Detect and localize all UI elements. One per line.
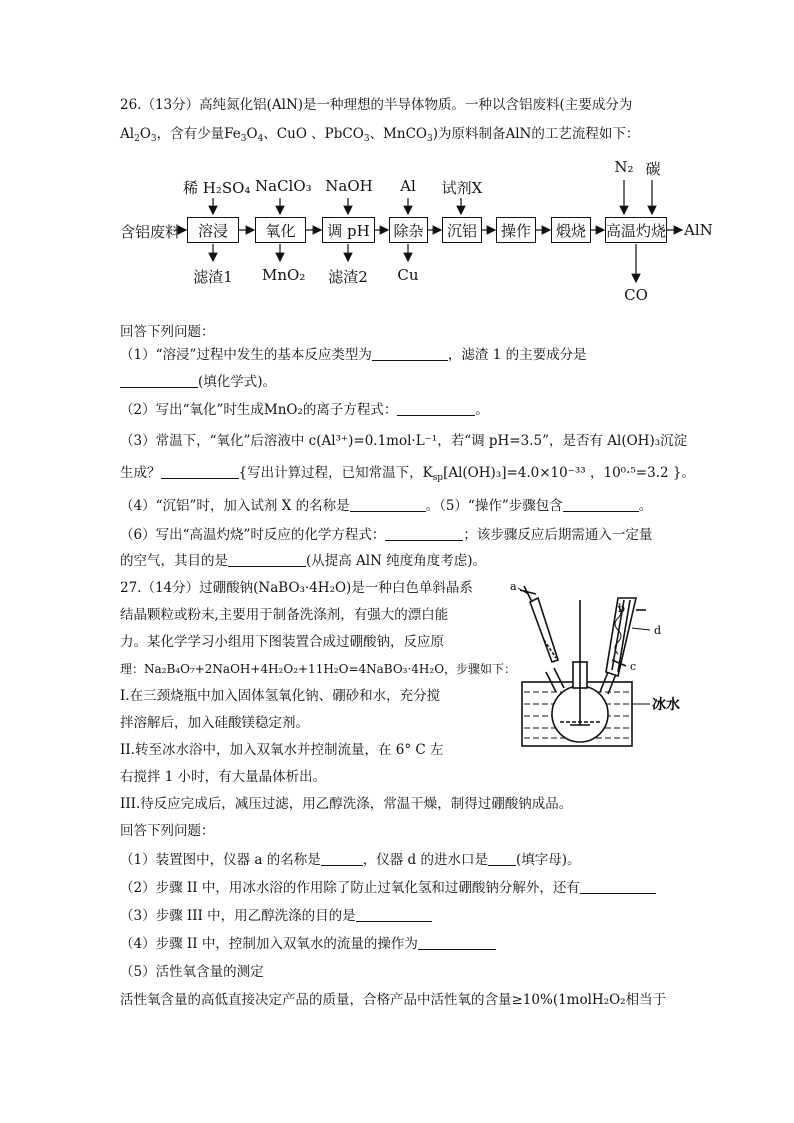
q27-intro-line1: 27.（14分）过硼酸钠(NaBO₃·4H₂O)是一种白色单斜晶系 — [120, 580, 473, 596]
q26-intro-line2: $Al_2O_3$，含有少量$Fe_3O_4$、CuO 、PbCO$_3$、MnCO$_3$)为原料制备AlN的工艺流程如下： — [120, 126, 640, 144]
q27-step1-cont: 拌溶解后，加入硅酸镁稳定剂。 — [120, 715, 309, 731]
answer-blank — [580, 879, 656, 894]
apparatus-label-a: a — [510, 580, 517, 593]
q27-sub4: （4）步骤 II 中，控制加入双氧水的流量的操作为 — [120, 935, 496, 953]
answer-blank — [563, 497, 639, 512]
q27-step1: I.在三颈烧瓶中加入固体氢氧化钠、硼砂和水，充分搅 — [120, 688, 441, 704]
answer-blank — [385, 526, 463, 541]
answer-blank — [397, 401, 475, 416]
q26-intro-line1: 26.（13分）高纯氮化铝(AlN)是一种理想的半导体物质。一种以含铝废料(主要成分为 — [120, 97, 633, 113]
q26-sub1-cont: (填化学式)。 — [120, 373, 276, 391]
residue-cu: Cu — [397, 266, 419, 284]
q26-sub6-cont: 的空气，其目的是 (从提高 AlN 纯度角度考虑)。 — [120, 553, 486, 569]
residue-mno2: MnO₂ — [262, 266, 306, 284]
apparatus-label-c: c — [630, 660, 637, 673]
reagent-naoh: NaOH — [325, 177, 373, 195]
q27-sub5-desc: 活性氧含量的高低直接决定产品的质量，合格产品中活性氧的含量≥10%(1molH₂O₂相当于 — [120, 992, 667, 1008]
answer-blank — [488, 851, 516, 866]
flow-step-calcine: 煅烧 — [551, 217, 591, 243]
answer-blank — [356, 907, 432, 922]
flow-step-precipitate-al: 沉铝 — [442, 217, 482, 243]
flow-step-operation: 操作 — [496, 217, 536, 243]
apparatus-label-d: d — [654, 624, 662, 637]
q26-sub1: （1）“溶浸”过程中发生的基本反应类型为 ，滤渣 1 的主要成分是 — [120, 347, 587, 363]
q27-step2-cont: 右搅拌 1 小时，有大量晶体析出。 — [120, 769, 327, 785]
reagent-h2so4: 稀 H₂SO₄ — [183, 179, 251, 197]
q26-answer-header: 回答下列问题： — [120, 324, 215, 340]
reagent-al: Al — [400, 177, 416, 195]
answer-blank — [372, 346, 448, 361]
flow-step-remove-impurity: 除杂 — [389, 217, 428, 243]
q27-sub3: （3）步骤 III 中，用乙醇洗涤的目的是 — [120, 907, 432, 925]
q27-intro-line3: 力。某化学学习小组用下图装置合成过硼酸钠，反应原 — [120, 634, 444, 650]
answer-blank — [321, 851, 363, 866]
reagent-carbon: 碳 — [645, 160, 661, 178]
q27-step3: III.待反应完成后，减压过滤，用乙醇洗涤，常温干燥，制得过硼酸钠成品。 — [120, 796, 573, 812]
q27-intro-line2: 结晶颗粒或粉末,主要用于制备洗涤剂，有强大的漂白能 — [120, 607, 449, 623]
q27-step2: II.转至冰水浴中，加入双氧水并控制流量，在 6° C 左 — [120, 742, 444, 758]
apparatus-label-b: b — [618, 602, 626, 615]
q27-answer-header: 回答下列问题： — [120, 823, 215, 839]
reagent-naclo3: NaClO₃ — [255, 177, 312, 195]
product-co: CO — [624, 286, 648, 304]
three-neck-flask-apparatus — [500, 580, 700, 760]
answer-blank — [418, 935, 496, 950]
q27-sub1: （1）装置图中，仪器 a 的名称是 ，仪器 d 的进水口是 (填字母)。 — [120, 852, 581, 868]
q26-sub6: （6）写出“高温灼烧”时反应的化学方程式： ；该步骤反应后期需通入一定量 — [120, 527, 653, 543]
apparatus-label-ice-water: 冰水 — [652, 697, 680, 713]
flow-start-label: 含铝废料 — [120, 223, 181, 241]
reagent-n2: N₂ — [614, 158, 634, 176]
flow-step-dissolve: 溶浸 — [187, 217, 239, 243]
flow-step-oxidize: 氧化 — [255, 217, 306, 243]
answer-blank — [120, 373, 198, 388]
q27-sub2: （2）步骤 II 中，用冰水浴的作用除了防止过氧化氢和过硼酸钠分解外，还有 — [120, 879, 656, 897]
answer-blank — [161, 464, 239, 479]
residue-1: 滤渣1 — [193, 268, 233, 286]
answer-blank — [228, 552, 306, 567]
q26-sub3-cont: 生成？ {写出计算过程，已知常温下，$K_{sp}[Al(OH)_3]=4.0\times 10^{-33}$ ，10⁰·⁵=3.2 }。 — [120, 465, 695, 483]
q26-sub2: （2）写出“氧化”时生成MnO₂的离子方程式： 。 — [120, 402, 489, 418]
answer-blank — [350, 497, 426, 512]
q26-sub3: （3）常温下，“氧化”后溶液中 c(Al³⁺)=0.1mol·L⁻¹，若“调 pH=3.5”，是否有 Al(OH)₃沉淀 — [120, 433, 688, 449]
flow-step-adjust-ph: 调 pH — [322, 217, 375, 243]
q27-reaction-equation: 理：Na₂B₄O₇+2NaOH+4H₂O₂+11H₂O=4NaBO₃·4H₂O，步骤如下： — [120, 662, 517, 676]
reagent-x: 试剂X — [441, 179, 483, 197]
flow-step-high-temp-burn: 高温灼烧 — [605, 217, 667, 243]
q26-sub4-5: （4）“沉铝”时，加入试剂 X 的名称是 。（5）“操作”步骤包含 。 — [120, 498, 653, 514]
q27-sub5: （5）活性氧含量的测定 — [120, 964, 264, 980]
flow-end-label: AlN — [684, 221, 713, 239]
residue-2: 滤渣2 — [328, 268, 368, 286]
